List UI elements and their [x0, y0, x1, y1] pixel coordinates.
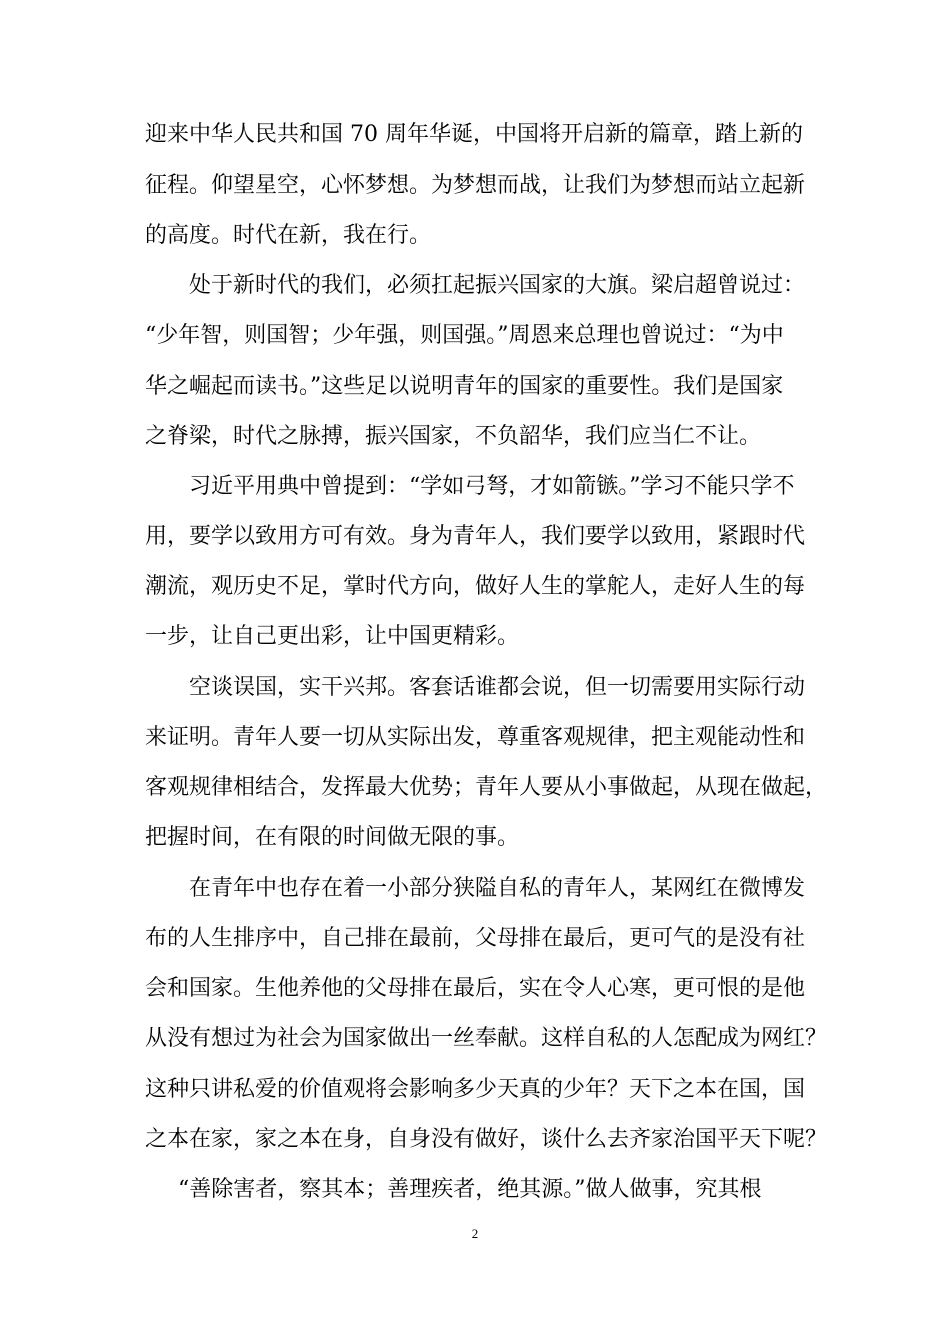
text-line: 布的人生排序中，自己排在最前，父母排在最后，更可气的是没有社: [145, 926, 806, 951]
text-line: 华之崛起而读书。”这些足以说明青年的国家的重要性。我们是国家: [145, 374, 784, 399]
text-line: 之本在家，家之本在身，自身没有做好，谈什么去齐家治国平天下呢？: [145, 1127, 828, 1152]
text-line: 之脊梁，时代之脉搏，振兴国家，不负韶华，我们应当仁不让。: [145, 424, 762, 449]
text-line: 迎来中华人民共和国 70 周年华诞，中国将开启新的篇章，踏上新的: [145, 122, 803, 147]
text-line: 客观规律相结合，发挥最大优势；青年人要从小事做起，从现在做起，: [145, 775, 828, 800]
text-line: 处于新时代的我们，必须扛起振兴国家的大旗。梁启超曾说过：: [189, 273, 806, 298]
page-number: 2: [471, 1226, 479, 1241]
text-line: 会和国家。生他养他的父母排在最后，实在令人心寒，更可恨的是他: [145, 976, 806, 1001]
text-line: 征程。仰望星空，心怀梦想。为梦想而战，让我们为梦想而站立起新: [145, 173, 806, 198]
text-line: 习近平用典中曾提到：“学如弓弩，才如箭镞。”学习不能只学不: [189, 474, 795, 499]
text-line: 在青年中也存在着一小部分狭隘自私的青年人，某网红在微博发: [189, 876, 806, 901]
text-line: 来证明。青年人要一切从实际出发，尊重客观规律，把主观能动性和: [145, 725, 806, 750]
text-line: “善除害者，察其本；善理疾者，绝其源。”做人做事，究其根: [178, 1177, 762, 1202]
text-line: 这种只讲私爱的价值观将会影响多少天真的少年？天下之本在国，国: [145, 1077, 806, 1102]
text-line: 潮流，观历史不足，掌时代方向，做好人生的掌舵人，走好人生的每: [145, 574, 806, 599]
text-line: 一步，让自己更出彩，让中国更精彩。: [145, 624, 520, 649]
text-line: 的高度。时代在新，我在行。: [145, 223, 432, 248]
text-line: 把握时间，在有限的时间做无限的事。: [145, 825, 520, 850]
text-line: 从没有想过为社会为国家做出一丝奉献。这样自私的人怎配成为网红？: [145, 1026, 828, 1051]
text-line: 用，要学以致用方可有效。身为青年人，我们要学以致用，紧跟时代: [145, 524, 806, 549]
text-line: 空谈误国，实干兴邦。客套话谁都会说，但一切需要用实际行动: [189, 675, 806, 700]
text-line: “少年智，则国智；少年强，则国强。”周恩来总理也曾说过：“为中: [145, 323, 784, 348]
